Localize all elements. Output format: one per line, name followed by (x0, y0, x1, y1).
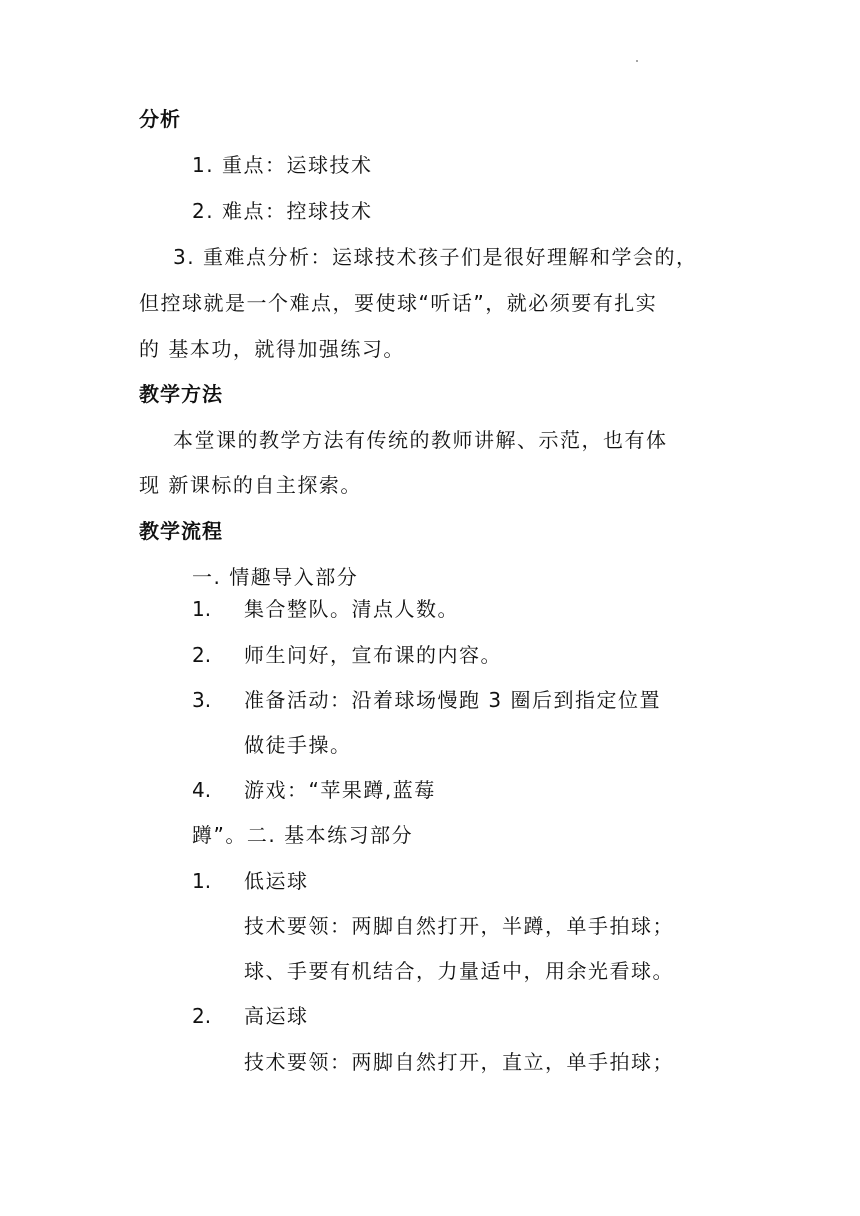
list-item-number: 1. (192, 869, 212, 893)
list-item-number: 1. (192, 597, 212, 621)
section-heading-analysis: 分析 (139, 107, 181, 131)
list-item-number: 2. (192, 643, 212, 667)
list-item-key-point: 技术要领：两脚自然打开，半蹲，单手拍球； (244, 914, 674, 938)
analysis-point-3-line-3: 的 基本功，就得加强练习。 (139, 337, 405, 361)
analysis-point-1: 1. 重点：运球技术 (192, 153, 373, 177)
list-item-title: 低运球 (244, 869, 309, 893)
list-item-key-point: 技术要领：两脚自然打开，直立，单手拍球； (244, 1050, 674, 1074)
analysis-point-3-line-1: 3. 重难点分析：运球技术孩子们是很好理解和学会的， (173, 245, 698, 269)
list-item-title: 高运球 (244, 1004, 309, 1028)
list-item-text: 准备活动：沿着球场慢跑 3 圈后到指定位置 (244, 688, 661, 712)
list-item-key-point: 球、手要有机结合，力量适中，用余光看球。 (244, 959, 674, 983)
list-item-number: 3. (192, 688, 212, 712)
method-line-2: 现 新课标的自主探索。 (139, 473, 362, 497)
list-item-number: 4. (192, 778, 212, 802)
section-heading-process: 教学流程 (139, 519, 223, 543)
section-heading-method: 教学方法 (139, 382, 223, 406)
page-mark (636, 60, 638, 62)
list-item-number: 2. (192, 1004, 212, 1028)
process-part-2-title: 蹲”。二. 基本练习部分 (192, 823, 414, 847)
process-part-1-title: 一. 情趣导入部分 (192, 565, 359, 589)
analysis-point-3-line-2: 但控球就是一个难点，要使球“听话”，就必须要有扎实 (139, 291, 658, 315)
list-item-continuation: 做徒手操。 (244, 733, 352, 757)
list-item-text: 师生问好，宣布课的内容。 (244, 643, 502, 667)
list-item-text: 游戏：“苹果蹲,蓝莓 (244, 778, 436, 802)
list-item-text: 集合整队。清点人数。 (244, 597, 459, 621)
method-line-1: 本堂课的教学方法有传统的教师讲解、示范，也有体 (173, 428, 668, 452)
analysis-point-2: 2. 难点：控球技术 (192, 199, 373, 223)
